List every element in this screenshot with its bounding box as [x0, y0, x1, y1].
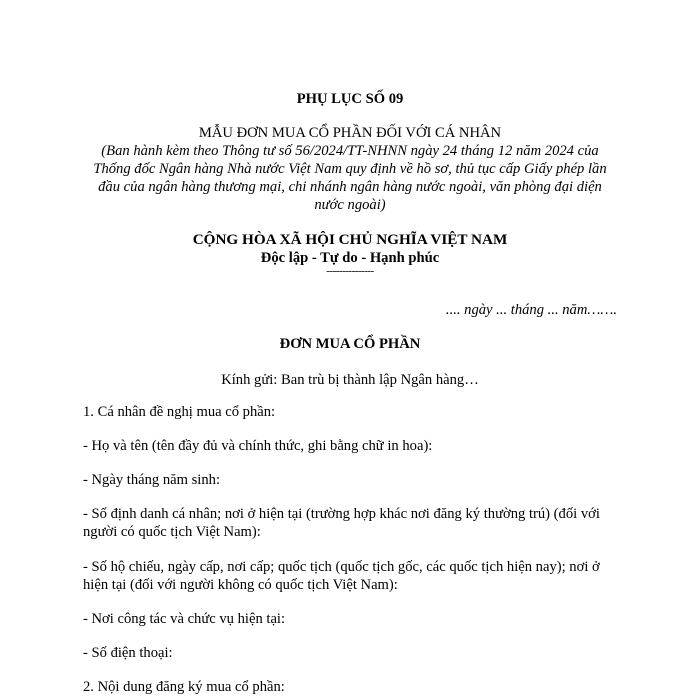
field-birth-date: - Ngày tháng năm sinh:	[83, 472, 220, 488]
form-title: MẪU ĐƠN MUA CỔ PHẦN ĐỐI VỚI CÁ NHÂN	[198, 125, 502, 141]
date-line: .... ngày ... tháng ... năm…….	[445, 302, 617, 318]
section-1-heading: 1. Cá nhân đề nghị mua cổ phần:	[83, 404, 276, 420]
national-motto: Độc lập - Tự do - Hạnh phúc	[260, 250, 440, 266]
issuance-note-line-2: Thống đốc Ngân hàng Nhà nước Việt Nam quy định về hồ sơ, thủ tục cấp Giấy phép lần	[93, 161, 607, 177]
addressee: Kính gửi: Ban trù bị thành lập Ngân hàng…	[221, 372, 479, 388]
issuance-note-line-4: nước ngoài)	[314, 197, 386, 213]
field-passport-line-2: hiện tại (đối với người không có quốc tịch Việt Nam):	[83, 577, 398, 593]
field-workplace: - Nơi công tác và chức vụ hiện tại:	[83, 611, 286, 627]
field-phone: - Số điện thoại:	[83, 645, 173, 661]
document-title: ĐƠN MUA CỔ PHẦN	[279, 336, 421, 352]
field-id-line-1: - Số định danh cá nhân; nơi ở hiện tại (trường hợp khác nơi đăng ký thường trú) (đối với	[83, 506, 600, 522]
issuance-note-line-3: đầu của ngân hàng thương mại, chi nhánh ngân hàng nước ngoài, văn phòng đại diện	[98, 179, 602, 195]
appendix-title: PHỤ LỤC SỐ 09	[296, 91, 404, 107]
motto-rule: ---------------	[326, 265, 374, 277]
field-id-line-2: người có quốc tịch Việt Nam):	[83, 524, 261, 540]
field-passport-line-1: - Số hộ chiếu, ngày cấp, nơi cấp; quốc tịch (quốc tịch gốc, các quốc tịch hiện nay); nơi ở	[83, 559, 600, 575]
issuance-note-line-1: (Ban hành kèm theo Thông tư số 56/2024/TT-NHNN ngày 24 tháng 12 năm 2024 của	[101, 143, 599, 159]
national-title: CỘNG HÒA XÃ HỘI CHỦ NGHĨA VIỆT NAM	[192, 231, 508, 248]
field-full-name: - Họ và tên (tên đầy đủ và chính thức, ghi bằng chữ in hoa):	[83, 438, 433, 454]
section-2-heading: 2. Nội dung đăng ký mua cổ phần:	[83, 679, 285, 695]
